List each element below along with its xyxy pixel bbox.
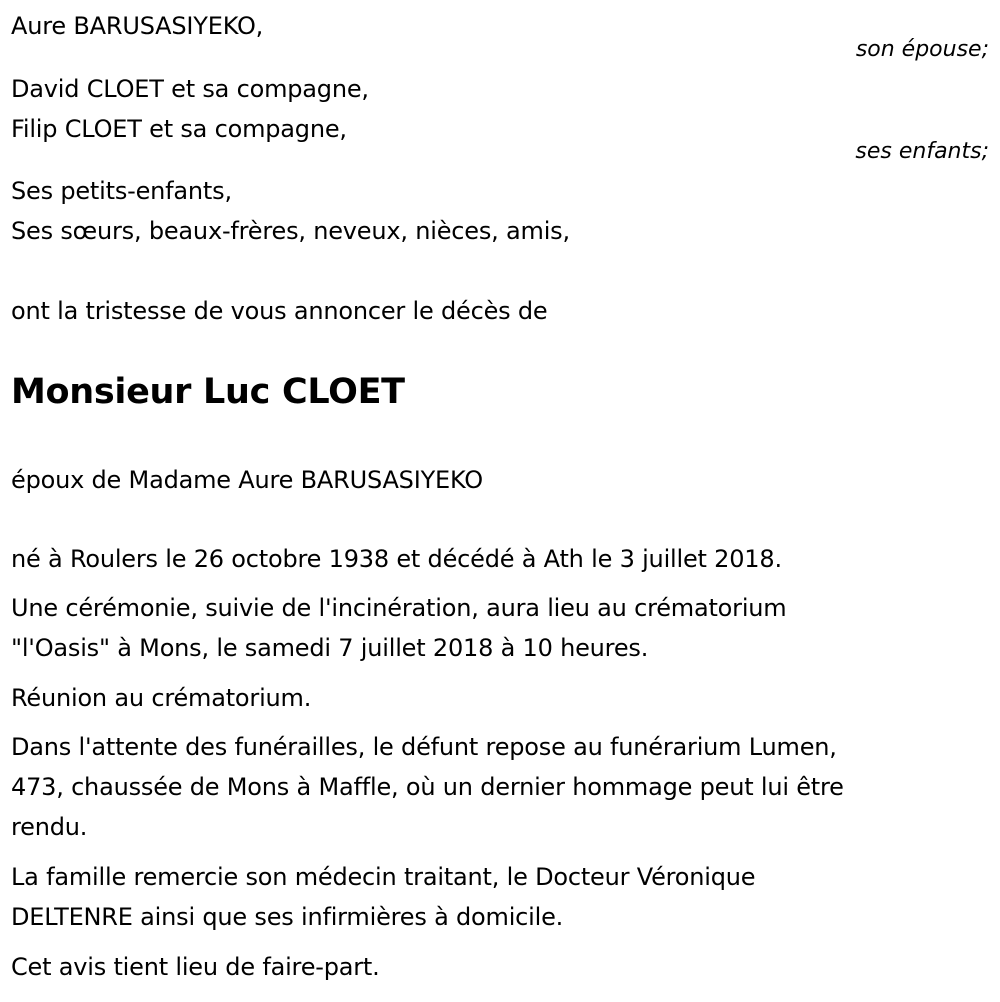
rest-line-2: 473, chaussée de Mons à Maffle, où un dernier hommage peut lui être bbox=[11, 773, 844, 801]
ceremony-line-2: "l'Oasis" à Mons, le samedi 7 juillet 2018 à 10 heures. bbox=[11, 634, 649, 662]
children-role: ses enfants; bbox=[855, 139, 989, 164]
thanks-line-2: DELTENRE ainsi que ses infirmières à domicile. bbox=[11, 903, 564, 931]
spouse-of-line: époux de Madame Aure BARUSASIYEKO bbox=[11, 466, 483, 494]
grandchildren-line: Ses petits-enfants, bbox=[11, 177, 232, 205]
ceremony-line-1: Une cérémonie, suivie de l'incinération, aura lieu au crématorium bbox=[11, 594, 787, 622]
thanks-line-1: La famille remercie son médecin traitant, le Docteur Véronique bbox=[11, 863, 756, 891]
child-line-1: David CLOET et sa compagne, bbox=[11, 75, 369, 103]
rest-line-3: rendu. bbox=[11, 813, 88, 841]
reunion-line: Réunion au crématorium. bbox=[11, 684, 312, 712]
announcement-line: ont la tristesse de vous annoncer le décès de bbox=[11, 297, 548, 325]
child-line-2: Filip CLOET et sa compagne, bbox=[11, 115, 347, 143]
obituary-notice bbox=[11, 0, 989, 1002]
birth-death-line: né à Roulers le 26 octobre 1938 et décédé à Ath le 3 juillet 2018. bbox=[11, 545, 782, 573]
deceased-name: Monsieur Luc CLOET bbox=[11, 372, 405, 412]
relatives-line: Ses sœurs, beaux-frères, neveux, nièces, amis, bbox=[11, 217, 570, 245]
spouse-role: son épouse; bbox=[855, 37, 989, 62]
closing-line: Cet avis tient lieu de faire-part. bbox=[11, 953, 380, 981]
spouse-line: Aure BARUSASIYEKO, bbox=[11, 12, 264, 40]
rest-line-1: Dans l'attente des funérailles, le défunt repose au funérarium Lumen, bbox=[11, 733, 837, 761]
